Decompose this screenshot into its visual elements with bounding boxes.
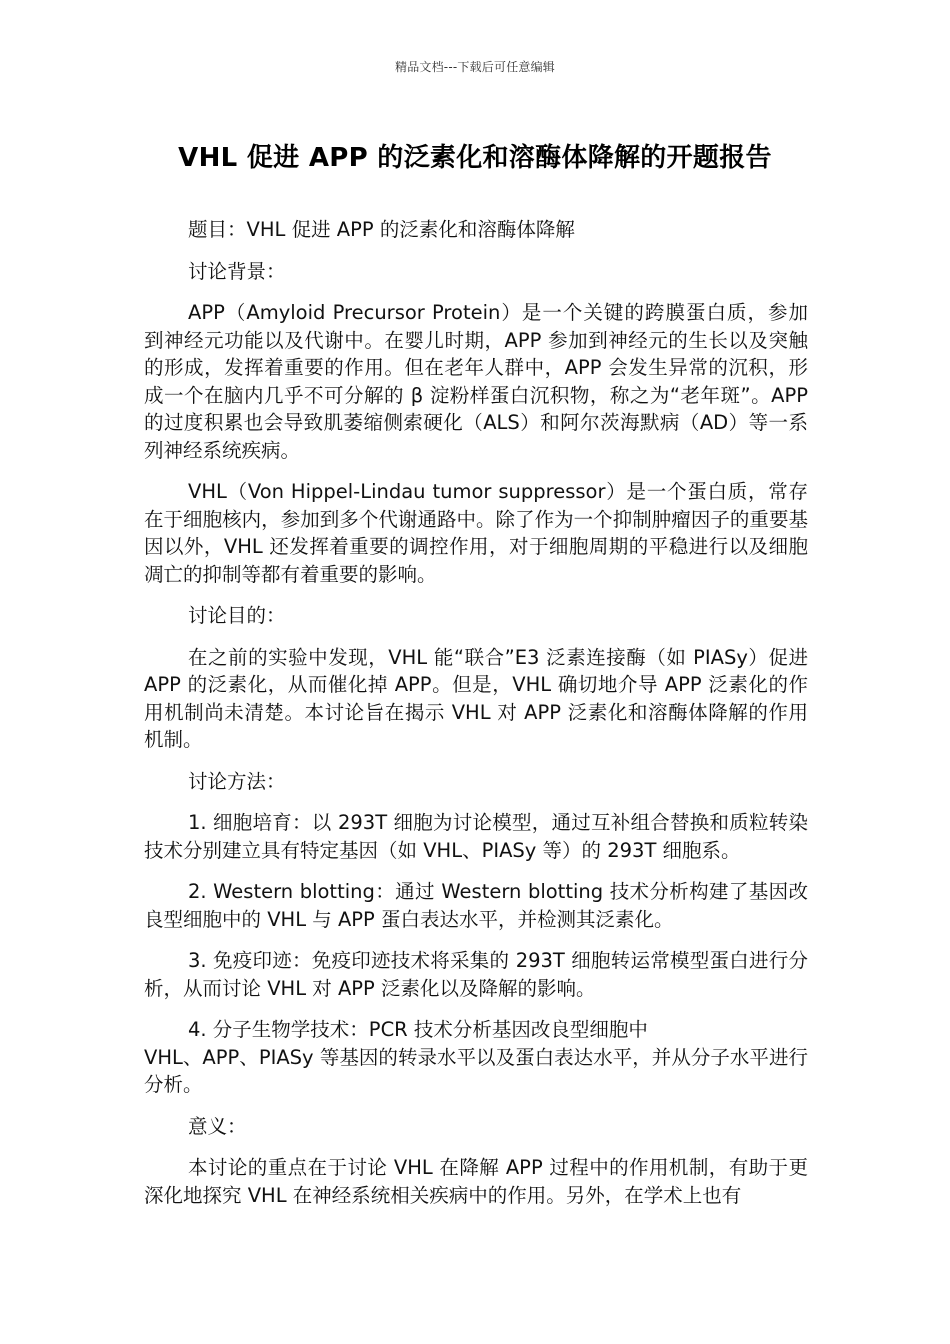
header-watermark: 精品文档---下载后可任意编辑 <box>395 60 555 74</box>
document-body <box>144 216 808 1223</box>
method-item-molecular-biology: 4. 分子生物学技术：PCR 技术分析基因改良型细胞中 VHL、APP、PIASy 等基因的转录水平以及蛋白表达水平，并从分子水平进行分析。 <box>144 1018 808 1096</box>
heading-significance: 意义： <box>188 1114 247 1138</box>
paragraph-app-background: APP（Amyloid Precursor Protein）是一个关键的跨膜蛋白质，参加到神经元功能以及代谢中。在婴儿时期，APP 参加到神经元的生长以及突触的形成，发挥着重要的作用。但在老年人群中，APP 会发生异常的沉积，形成一个在脑内几乎不可分解的 β 淀粉样蛋白沉积物，称之为“老年斑”。APP 的过度积累也会导致肌萎缩侧索硬化（ALS）和阿尔茨海默病（AD）等一系列神经系统疾病。 <box>144 301 808 462</box>
document-title: VHL 促进 APP 的泛素化和溶酶体降解的开题报告 <box>178 143 772 173</box>
heading-purpose: 讨论目的： <box>188 604 286 627</box>
method-item-western-blotting: 2. Western blotting：通过 Western blotting 技术分析构建了基因改良型细胞中的 VHL 与 APP 蛋白表达水平，并检测其泛素化。 <box>144 880 808 931</box>
paragraph-topic: 题目：VHL 促进 APP 的泛素化和溶酶体降解 <box>188 218 575 241</box>
paragraph-vhl-background: VHL（Von Hippel-Lindau tumor suppressor）是一个蛋白质，常存在于细胞核内，参加到多个代谢通路中。除了作为一个抑制肿瘤因子的重要基因以外，VHL 还发挥着重要的调控作用，对于细胞周期的平稳进行以及细胞凋亡的抑制等都有着重要的影响。 <box>144 480 808 586</box>
paragraph-significance: 本讨论的重点在于讨论 VHL 在降解 APP 过程中的作用机制，有助于更深化地探究 VHL 在神经系统相关疾病中的作用。另外，在学术上也有 <box>144 1156 808 1207</box>
method-item-immunoblot: 3. 免疫印迹：免疫印迹技术将采集的 293T 细胞转运常模型蛋白进行分析，从而讨论 VHL 对 APP 泛素化以及降解的影响。 <box>144 949 808 1000</box>
heading-background: 讨论背景： <box>188 259 286 283</box>
heading-methods: 讨论方法： <box>188 769 286 793</box>
paragraph-purpose: 在之前的实验中发现，VHL 能“联合”E3 泛素连接酶（如 PIASy）促进 APP 的泛素化，从而催化掉 APP。但是，VHL 确切地介导 APP 泛素化的作用机制尚未清楚。本讨论旨在揭示 VHL 对 APP 泛素化和溶酶体降解的作用机制。 <box>144 645 808 751</box>
method-item-cell-culture: 1. 细胞培育：以 293T 细胞为讨论模型，通过互补组合替换和质粒转染技术分别建立具有特定基因（如 VHL、PIASy 等）的 293T 细胞系。 <box>144 811 808 862</box>
